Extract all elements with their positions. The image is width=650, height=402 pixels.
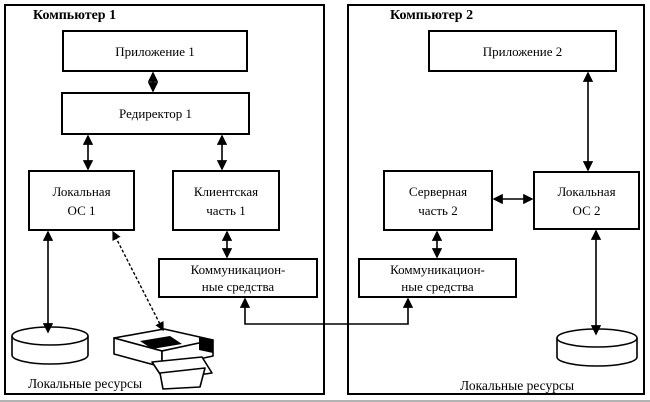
arrow-os1-printer [113,232,163,330]
network-link-comm1-comm2 [245,299,408,324]
local-os-1-box: Локальная ОС 1 [28,170,135,231]
local-os-2-box: Локальная ОС 2 [533,171,640,230]
local-resources-1-label: Локальные ресурсы [28,376,143,391]
application-2-label: Приложение 2 [482,43,563,59]
computer-2-title: Компьютер 2 [390,8,474,23]
redirector-1-label: Редиректор 1 [119,106,192,121]
computer-1-title: Компьютер 1 [33,8,117,23]
local-resources-2-label: Локальные ресурсы [460,378,575,393]
printer-icon [114,329,213,389]
application-1-label: Приложение 1 [115,43,195,59]
disk-cylinder-icon [12,327,88,364]
comm-means-1-box: Коммуникацион- ные средства [158,258,318,298]
client-part-1-box: Клиентская часть 1 [172,170,280,231]
disk-cylinder-icon-2 [557,329,637,366]
comm-means-2-box: Коммуникацион- ные средства [358,258,517,298]
server-part-2-box: Серверная часть 2 [383,170,493,231]
